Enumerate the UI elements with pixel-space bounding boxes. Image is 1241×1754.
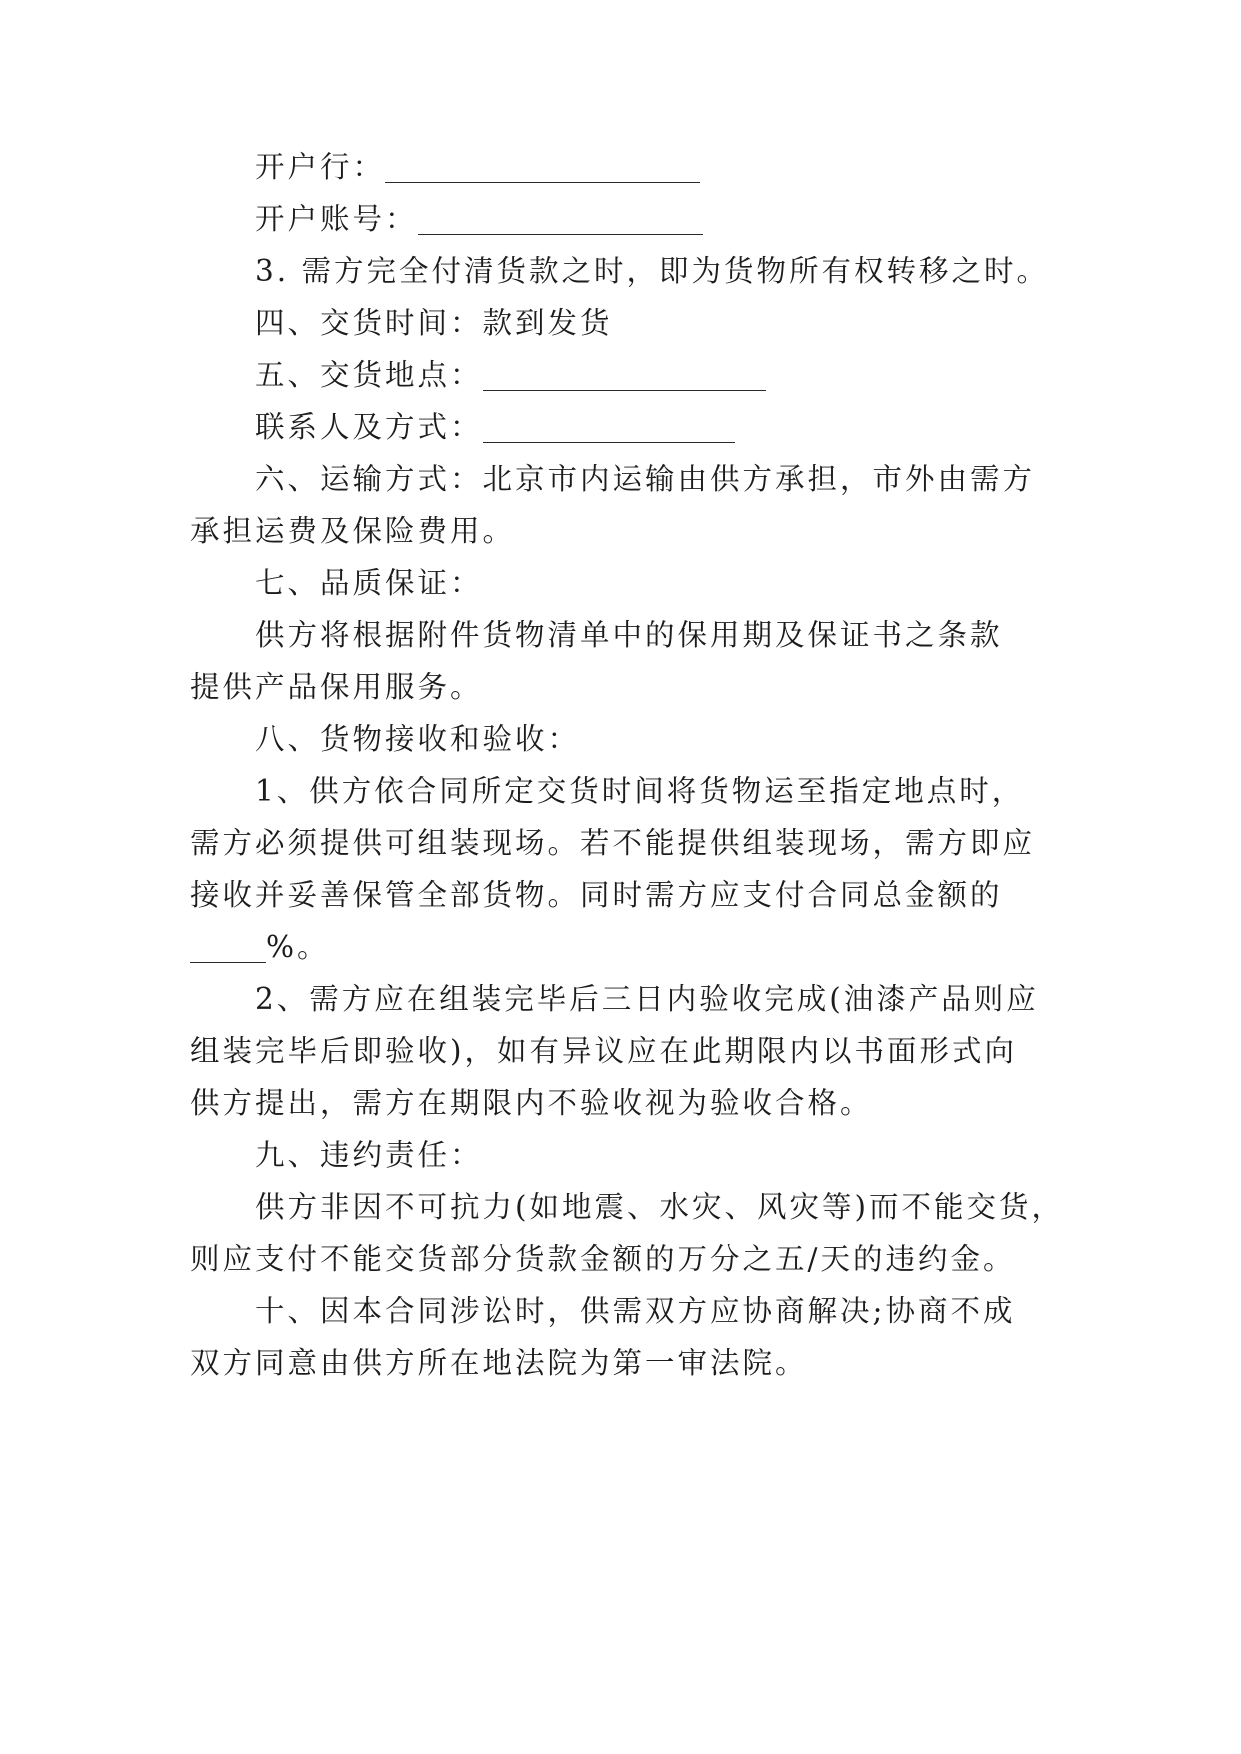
section-8-1-line-4	[190, 929, 330, 965]
bank-blank	[385, 149, 700, 185]
percent-suffix: %。	[266, 930, 330, 964]
account-line	[255, 201, 703, 237]
section-7-line-2: 提供产品保用服务。	[190, 670, 483, 704]
clause-3-3: 3. 需方完全付清货款之时，即为货物所有权转移之时。	[255, 254, 1050, 288]
section-8-2-line-2: 组装完毕后即验收)，如有异议应在此期限内以书面形式向	[190, 1034, 1018, 1068]
delivery-place-blank	[483, 357, 766, 393]
section-5-line	[255, 357, 766, 393]
section-6-line-1: 六、运输方式：北京市内运输由供方承担，市外由需方	[255, 462, 1036, 496]
section-10-line-1: 十、因本合同涉讼时，供需双方应协商解决;协商不成	[255, 1294, 1016, 1328]
section-8-1-line-1: 1、供方依合同所定交货时间将货物运至指定地点时，	[255, 774, 1025, 808]
section-8-2-line-1: 2、需方应在组装完毕后三日内验收完成(油漆产品则应	[255, 982, 1039, 1016]
section-5-label: 五、交货地点：	[255, 358, 483, 392]
section-9-line-2: 则应支付不能交货部分货款金额的万分之五/天的违约金。	[190, 1242, 1016, 1276]
section-8-heading: 八、货物接收和验收：	[255, 722, 581, 756]
section-10-line-2: 双方同意由供方所在地法院为第一审法院。	[190, 1346, 808, 1380]
bank-label: 开户行：	[255, 150, 386, 184]
section-6-line-2: 承担运费及保险费用。	[190, 514, 516, 548]
section-9-heading: 九、违约责任：	[255, 1138, 483, 1172]
bank-line	[255, 149, 700, 185]
account-blank	[418, 201, 703, 237]
section-7-line-1: 供方将根据附件货物清单中的保用期及保证书之条款	[255, 618, 1003, 652]
section-8-2-line-3: 供方提出，需方在期限内不验收视为验收合格。	[190, 1086, 873, 1120]
section-4-delivery-time: 四、交货时间：款到发货	[255, 306, 613, 340]
contact-blank	[483, 409, 735, 445]
section-8-1-line-2: 需方必须提供可组装现场。若不能提供组装现场，需方即应	[190, 826, 1036, 860]
section-9-line-1: 供方非因不可抗力(如地震、水灾、风灾等)而不能交货，	[255, 1190, 1065, 1224]
percent-blank	[190, 929, 266, 965]
section-7-heading: 七、品质保证：	[255, 566, 483, 600]
contact-line	[255, 409, 735, 445]
contact-label: 联系人及方式：	[255, 410, 483, 444]
account-label: 开户账号：	[255, 202, 418, 236]
section-8-1-line-3: 接收并妥善保管全部货物。同时需方应支付合同总金额的	[190, 878, 1003, 912]
